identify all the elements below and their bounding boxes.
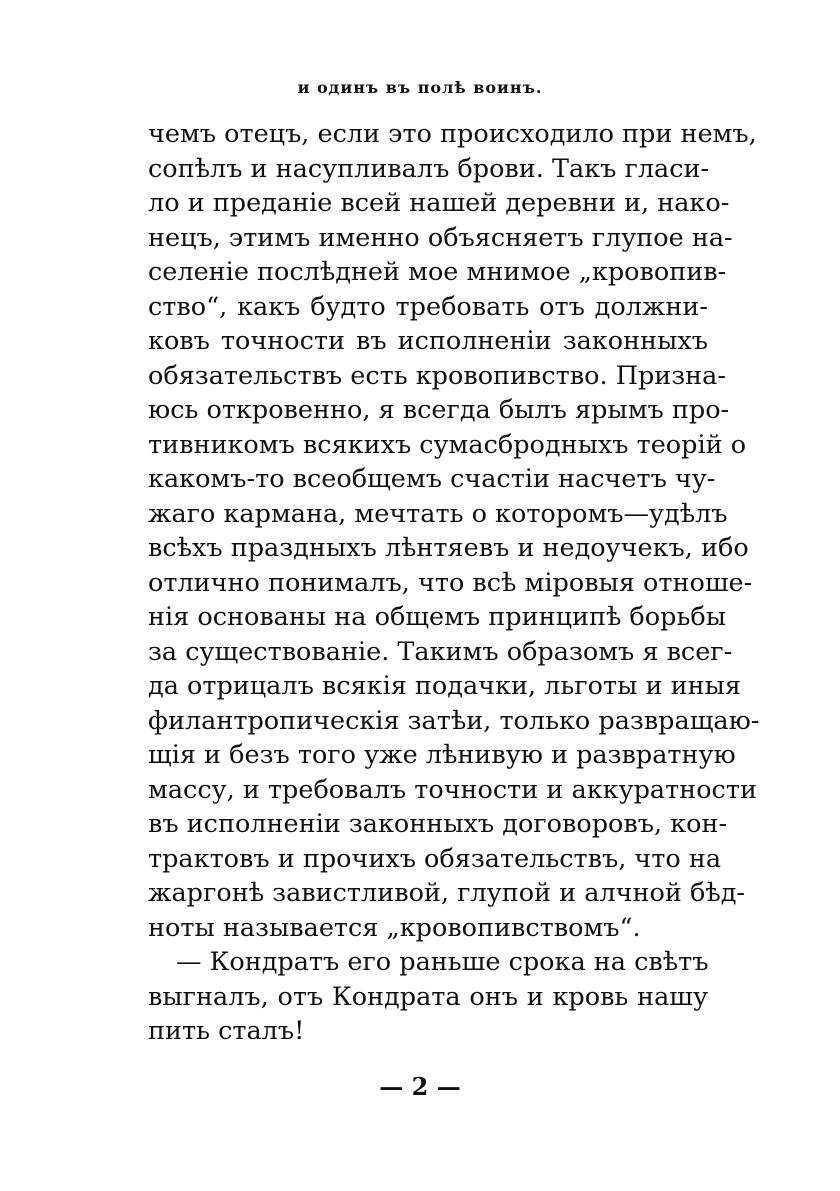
text-line: массу, и требовалъ точности и аккуратности	[148, 774, 757, 805]
text-line: въ исполненіи законныхъ договоровъ, кон-	[148, 809, 728, 839]
text-line: тивникомъ всякихъ сумасбродныхъ теорій о	[148, 429, 747, 460]
text-line: селеніе послѣдней мое мнимое „кровопив-	[148, 257, 727, 287]
text-line: да отрицалъ всякія подачки, льготы и иныя	[148, 671, 741, 701]
text-line: ство“, какъ будто требовать отъ должни-	[148, 291, 708, 322]
body-text	[148, 117, 760, 1049]
text-line: сопѣлъ и насупливалъ брови. Такъ гласи-	[148, 153, 710, 184]
text-line: обязательствъ есть кровопивство. Призна-	[148, 360, 726, 391]
text-line: за существованіе. Такимъ образомъ я всег-	[148, 636, 733, 667]
dialogue-line-end: пить сталъ!	[148, 1016, 305, 1046]
text-line: чемъ отецъ, если это происходило при немъ,	[148, 119, 757, 149]
text-line: щія и безъ того уже лѣнивую и развратную	[148, 740, 736, 770]
text-line: отлично понималъ, что всѣ міровыя отноше-	[148, 567, 753, 598]
text-line: трактовъ и прочихъ обязательствъ, что на	[148, 843, 722, 874]
text-line: нецъ, этимъ именно объясняетъ глупое на-	[148, 222, 733, 253]
dialogue-line: выгналъ, отъ Кондрата онъ и кровь нашу	[148, 981, 708, 1012]
text-line: нія основаны на общемъ принципѣ борьбы	[148, 602, 726, 632]
dialogue-line: — Кондратъ его раньше срока на свѣтъ	[176, 947, 709, 977]
text-line-paragraph-end: ноты называется „кровопивствомъ“.	[148, 912, 641, 943]
text-line: ло и преданіе всей нашей деревни и, нако-	[148, 188, 730, 218]
text-line: жаго кармана, мечтать о которомъ—удѣлъ	[148, 498, 728, 529]
running-head: и одинъ въ полѣ воинъ.	[297, 78, 543, 97]
text-line: какомъ-то всеобщемъ счастіи насчетъ чу-	[148, 464, 716, 494]
text-line: юсь откровенно, я всегда былъ ярымъ про-	[148, 395, 730, 425]
text-line: всѣхъ праздныхъ лѣнтяевъ и недоучекъ, ибо	[148, 533, 749, 563]
text-line: жаргонѣ завистливой, глупой и алчной бѣд-	[148, 878, 746, 908]
page-number: — 2 —	[379, 1072, 461, 1101]
text-line: филантропическія затѣи, только развращаю-	[148, 705, 760, 736]
text-line: ковъ точности въ исполненіи законныхъ	[148, 326, 708, 356]
